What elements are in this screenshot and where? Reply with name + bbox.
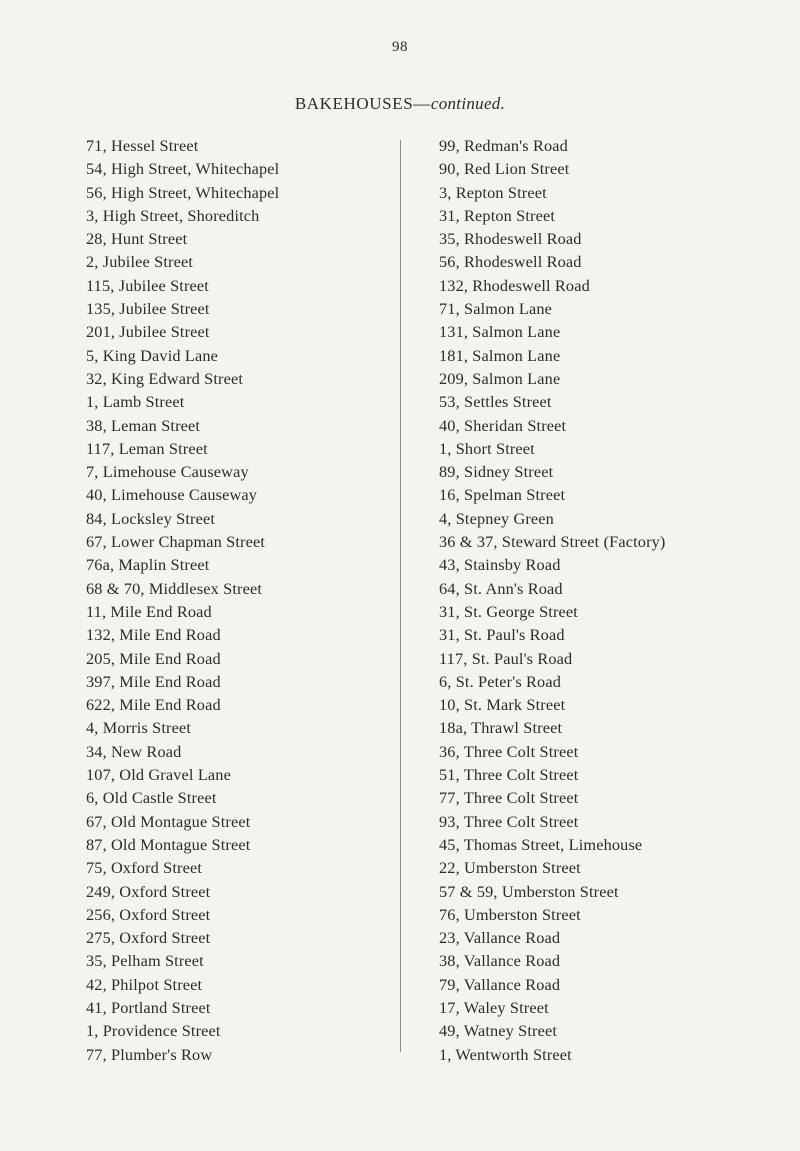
section-heading bbox=[0, 94, 800, 114]
address-entry: 1, Wentworth Street bbox=[439, 1044, 572, 1064]
address-entry: 56, Rhodeswell Road bbox=[439, 252, 582, 272]
address-entry: 87, Old Montague Street bbox=[86, 834, 251, 854]
address-entry: 90, Red Lion Street bbox=[439, 159, 570, 179]
address-entry: 23, Vallance Road bbox=[439, 928, 561, 948]
address-entry: 49, Watney Street bbox=[439, 1021, 558, 1041]
address-entry: 132, Mile End Road bbox=[86, 625, 221, 645]
address-entry: 31, St. George Street bbox=[439, 601, 578, 621]
address-entry: 31, Repton Street bbox=[439, 205, 556, 225]
address-entry: 84, Locksley Street bbox=[86, 508, 215, 528]
address-entry: 4, Stepney Green bbox=[439, 508, 554, 528]
address-entry: 40, Limehouse Causeway bbox=[86, 485, 258, 505]
address-entry: 35, Rhodeswell Road bbox=[439, 229, 582, 249]
address-entry: 3, High Street, Shoreditch bbox=[86, 205, 260, 225]
address-entry: 397, Mile End Road bbox=[86, 671, 221, 691]
right-address-list bbox=[439, 134, 666, 1066]
address-entry: 275, Oxford Street bbox=[86, 928, 211, 948]
address-entry: 56, High Street, Whitechapel bbox=[86, 182, 280, 202]
address-entry: 622, Mile End Road bbox=[86, 695, 221, 715]
address-entry: 53, Settles Street bbox=[439, 392, 552, 412]
address-entry: 64, St. Ann's Road bbox=[439, 578, 563, 598]
address-entry: 135, Jubilee Street bbox=[86, 299, 210, 319]
address-entry: 75, Oxford Street bbox=[86, 858, 203, 878]
address-entry: 6, St. Peter's Road bbox=[439, 671, 562, 691]
address-entry: 115, Jubilee Street bbox=[86, 275, 209, 295]
address-entry: 10, St. Mark Street bbox=[439, 695, 566, 715]
address-entry: 117, Leman Street bbox=[86, 438, 208, 458]
address-entry: 11, Mile End Road bbox=[86, 601, 212, 621]
address-entry: 99, Redman's Road bbox=[439, 136, 568, 155]
address-entry: 93, Three Colt Street bbox=[439, 811, 579, 831]
address-entry: 132, Rhodeswell Road bbox=[439, 275, 590, 295]
address-entry: 17, Waley Street bbox=[439, 997, 549, 1017]
address-entry: 77, Plumber's Row bbox=[86, 1044, 213, 1064]
address-entry: 28, Hunt Street bbox=[86, 229, 188, 249]
address-entry: 131, Salmon Lane bbox=[439, 322, 561, 342]
address-entry: 201, Jubilee Street bbox=[86, 322, 210, 342]
address-entry: 18a, Thrawl Street bbox=[439, 718, 563, 738]
address-entry: 51, Three Colt Street bbox=[439, 765, 579, 785]
address-entry: 36 & 37, Steward Street (Factory) bbox=[439, 532, 666, 552]
address-entry: 67, Lower Chapman Street bbox=[86, 532, 266, 552]
address-entry: 2, Jubilee Street bbox=[86, 252, 193, 272]
address-entry: 181, Salmon Lane bbox=[439, 345, 561, 365]
address-entry: 68 & 70, Middlesex Street bbox=[86, 578, 263, 598]
address-entry: 36, Three Colt Street bbox=[439, 741, 579, 761]
address-entry: 1, Lamb Street bbox=[86, 392, 185, 412]
address-entry: 4, Morris Street bbox=[86, 718, 192, 738]
address-entry: 6, Old Castle Street bbox=[86, 788, 217, 808]
address-entry: 5, King David Lane bbox=[86, 345, 219, 365]
address-entry: 35, Pelham Street bbox=[86, 951, 204, 971]
address-entry: 54, High Street, Whitechapel bbox=[86, 159, 280, 179]
address-entry: 77, Three Colt Street bbox=[439, 788, 579, 808]
address-entry: 22, Umberston Street bbox=[439, 858, 581, 878]
heading-title: BAKEHOUSES— bbox=[294, 94, 431, 113]
address-entry: 76a, Maplin Street bbox=[86, 555, 210, 575]
address-entry: 79, Vallance Road bbox=[439, 974, 561, 994]
address-entry: 42, Philpot Street bbox=[86, 974, 203, 994]
address-entry: 45, Thomas Street, Limehouse bbox=[439, 834, 643, 854]
address-entry: 205, Mile End Road bbox=[86, 648, 221, 668]
address-entry: 249, Oxford Street bbox=[86, 881, 211, 901]
address-entry: 107, Old Gravel Lane bbox=[86, 765, 231, 785]
address-entry: 3, Repton Street bbox=[439, 182, 547, 202]
address-entry: 32, King Edward Street bbox=[86, 368, 244, 388]
address-entry: 38, Vallance Road bbox=[439, 951, 561, 971]
address-entry: 31, St. Paul's Road bbox=[439, 625, 565, 645]
address-entry: 38, Leman Street bbox=[86, 415, 201, 435]
address-entry: 34, New Road bbox=[86, 741, 182, 761]
address-entry: 40, Sheridan Street bbox=[439, 415, 567, 435]
address-entry: 209, Salmon Lane bbox=[439, 368, 561, 388]
left-address-list bbox=[86, 134, 279, 1066]
address-entry: 1, Providence Street bbox=[86, 1021, 221, 1041]
address-entry: 7, Limehouse Causeway bbox=[86, 462, 249, 482]
address-entry: 16, Spelman Street bbox=[439, 485, 566, 505]
address-entry: 117, St. Paul's Road bbox=[439, 648, 573, 668]
address-entry: 76, Umberston Street bbox=[439, 904, 581, 924]
address-entry: 71, Salmon Lane bbox=[439, 299, 553, 319]
address-entry: 57 & 59, Umberston Street bbox=[439, 881, 619, 901]
page-number: 98 bbox=[392, 39, 408, 55]
address-entry: 43, Stainsby Road bbox=[439, 555, 561, 575]
address-entry: 71, Hessel Street bbox=[86, 136, 199, 155]
address-entry: 1, Short Street bbox=[439, 438, 535, 458]
address-entry: 256, Oxford Street bbox=[86, 904, 211, 924]
address-entry: 67, Old Montague Street bbox=[86, 811, 251, 831]
heading-continued: continued. bbox=[430, 94, 506, 113]
address-entry: 89, Sidney Street bbox=[439, 462, 554, 482]
column-divider bbox=[400, 140, 401, 1052]
address-entry: 41, Portland Street bbox=[86, 997, 211, 1017]
